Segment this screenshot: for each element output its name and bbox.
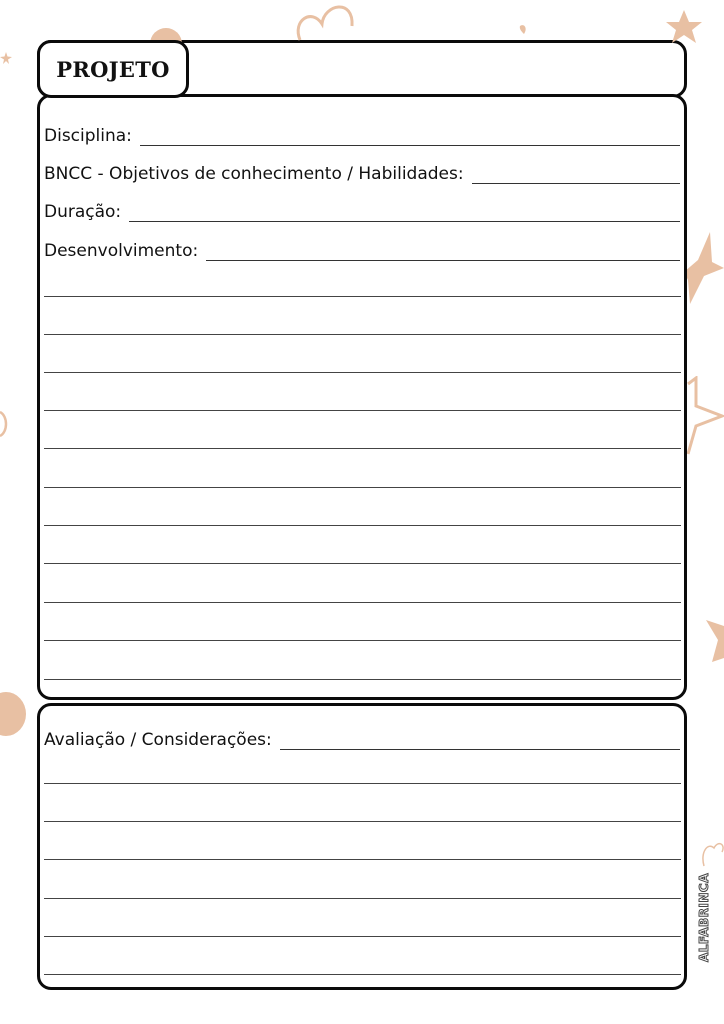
evaluation-line[interactable]	[44, 859, 681, 860]
development-label: Desenvolvimento:	[44, 241, 199, 261]
star-filled-icon	[704, 618, 724, 664]
development-line[interactable]	[44, 372, 681, 373]
evaluation-label: Avaliação / Considerações:	[44, 730, 272, 750]
discipline-blank[interactable]	[140, 125, 680, 146]
evaluation-line[interactable]	[44, 821, 681, 822]
evaluation-line[interactable]	[44, 936, 681, 937]
development-line[interactable]	[44, 410, 681, 411]
evaluation-line[interactable]	[44, 974, 681, 975]
brand-logo: ALFABRINCA	[697, 872, 711, 962]
circle-outline-icon	[0, 410, 8, 438]
small-heart-icon	[518, 24, 530, 36]
development-blank[interactable]	[206, 240, 680, 261]
development-line[interactable]	[44, 296, 681, 297]
evaluation-line[interactable]	[44, 898, 681, 899]
bncc-field[interactable]	[44, 160, 680, 184]
bncc-label: BNCC - Objetivos de conhecimento / Habilidades:	[44, 164, 464, 184]
development-line[interactable]	[44, 602, 681, 603]
development-line[interactable]	[44, 487, 681, 488]
evaluation-field[interactable]	[44, 726, 680, 750]
circle-dot-icon	[0, 690, 28, 738]
star-filled-icon	[684, 232, 724, 308]
star-outline-icon	[684, 376, 724, 456]
development-line[interactable]	[44, 448, 681, 449]
heart-outline-icon	[700, 838, 724, 868]
development-line[interactable]	[44, 640, 681, 641]
evaluation-line[interactable]	[44, 783, 681, 784]
development-field[interactable]	[44, 237, 680, 261]
development-line[interactable]	[44, 679, 681, 680]
star-filled-icon	[664, 10, 704, 44]
project-details-box	[37, 94, 687, 700]
bncc-blank[interactable]	[472, 163, 680, 184]
duration-label: Duração:	[44, 202, 122, 222]
sparkle-icon	[0, 52, 12, 64]
development-line[interactable]	[44, 334, 681, 335]
duration-blank[interactable]	[129, 201, 680, 222]
heart-outline-icon	[292, 0, 364, 50]
development-line[interactable]	[44, 525, 681, 526]
development-line[interactable]	[44, 563, 681, 564]
page-title: PROJETO	[56, 56, 170, 82]
duration-field[interactable]	[44, 198, 680, 222]
discipline-label: Disciplina:	[44, 126, 132, 146]
evaluation-blank[interactable]	[280, 729, 680, 750]
discipline-field[interactable]	[44, 122, 680, 146]
title-tab	[37, 40, 189, 98]
